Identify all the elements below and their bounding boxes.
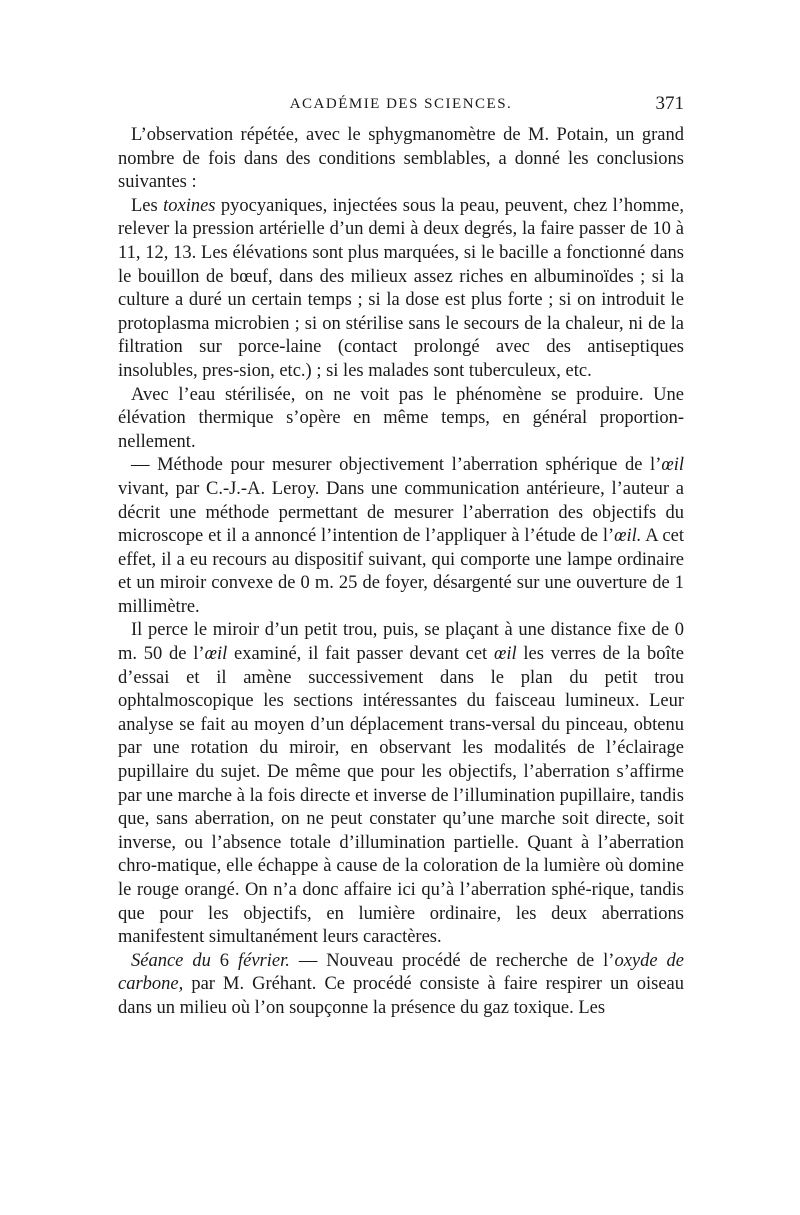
page-number: 371 (655, 93, 684, 114)
paragraph (118, 124, 684, 195)
text-run: les verres de la boîte d’essai et il amène successivement dans le plan du petit trou ophtalmoscopique les sections intéressantes du faisceau lumineux. Leur analyse se fait au moyen d’un déplacement trans-versal du pinceau, obtenu par une rotation du miroir, en observant les modalités de l’éclairage pupillaire du sujet. De même que pour les objectifs, l’aberration s’affirme par une marche à la fois directe et inverse de l’illumination pupillaire, tandis que, sans aberration, on ne peut constater qu’une marche soit directe, soit inverse, ou l’absence totale d’illumination partielle. Quant à l’aberration chro-matique, elle échappe à cause de la coloration de la lumière où domine le rouge orangé. On n’a donc affaire ici qu’à l’aberration sphé-rique, tandis que pour les objectifs, en lumière ordinaire, les deux aberrations manifestent simultanément leurs caractères. (118, 644, 685, 948)
text-run: Avec l’eau stérilisée, on ne voit pas le phénomène se produire. Une élévation thermique s’opère en même temps, en général proportion-nellement. (118, 384, 684, 452)
paragraph (118, 384, 684, 455)
text-run: — Nouveau procédé de recherche de l’ (289, 950, 615, 971)
text-run-italic: oxyde de carbone, (118, 950, 684, 995)
text-run-italic: toxines (163, 195, 216, 216)
text-run: examiné, il fait passer devant cet (227, 644, 494, 665)
text-run-italic: œil (661, 455, 684, 476)
paragraph (118, 195, 684, 384)
text-run-italic: œil (493, 644, 517, 665)
text-run: par M. Gréhant. Ce procédé consiste à faire respirer un oiseau dans un milieu où l’on soupçonne la présence du gaz toxique. Les (118, 974, 684, 1018)
body-text (118, 124, 684, 1021)
text-run: Les (131, 195, 164, 216)
text-run: vivant, par C.-J.-A. Leroy. Dans une communication antérieure, l’auteur a décrit une méthode permettant de mesurer l’aberration des objectifs du microscope et il a annoncé l’intention de l’appliquer à l’étude de l’ (118, 478, 684, 547)
running-head: ACADÉMIE DES SCIENCES. (289, 96, 513, 112)
text-run: Il perce le miroir d’un petit trou, puis, se plaçant à une distance fixe de 0 m. 50 de l’ (118, 620, 684, 665)
text-run: L’observation répétée, avec le sphygmanomètre de M. Potain, un grand nombre de fois dans des conditions semblables, a donné les conclusions suivantes : (118, 125, 684, 193)
page-header (118, 93, 684, 119)
text-run-italic: février. (238, 950, 290, 971)
text-run: A cet effet, il a eu recours au dispositif suivant, qui comporte une lampe ordinaire et un miroir convexe de 0 m. 25 de foyer, désargenté sur une ouverture de 1 millimètre. (118, 526, 684, 617)
text-run-italic: Séance du (131, 950, 211, 971)
paragraph (118, 619, 684, 949)
paragraph (118, 950, 684, 1021)
text-run: pyocyaniques, injectées sous la peau, peuvent, chez l’homme, relever la pression artérielle d’un demi à deux degrés, la faire passer de 10 à 11, 12, 13. Les élévations sont plus marquées, si le bacille a fonctionné dans le bouillon de bœuf, dans des milieux assez riches en albuminoïdes ; si la culture a duré un certain temps ; si la dose est plus forte ; si on introduit le protoplasma microbien ; si on stérilise sans le secours de la chaleur, ni de la filtration sur porce-laine (contact prolongé avec des antiseptiques insolubles, pres-sion, etc.) ; si les malades sont tuberculeux, etc. (118, 195, 684, 381)
text-run-italic: œil. (614, 526, 642, 547)
text-run-italic: œil (204, 644, 228, 665)
paragraph (118, 454, 684, 619)
text-run: — Méthode pour mesurer objectivement l’aberration sphérique de l’ (131, 455, 662, 476)
text-run: 6 (210, 950, 238, 971)
